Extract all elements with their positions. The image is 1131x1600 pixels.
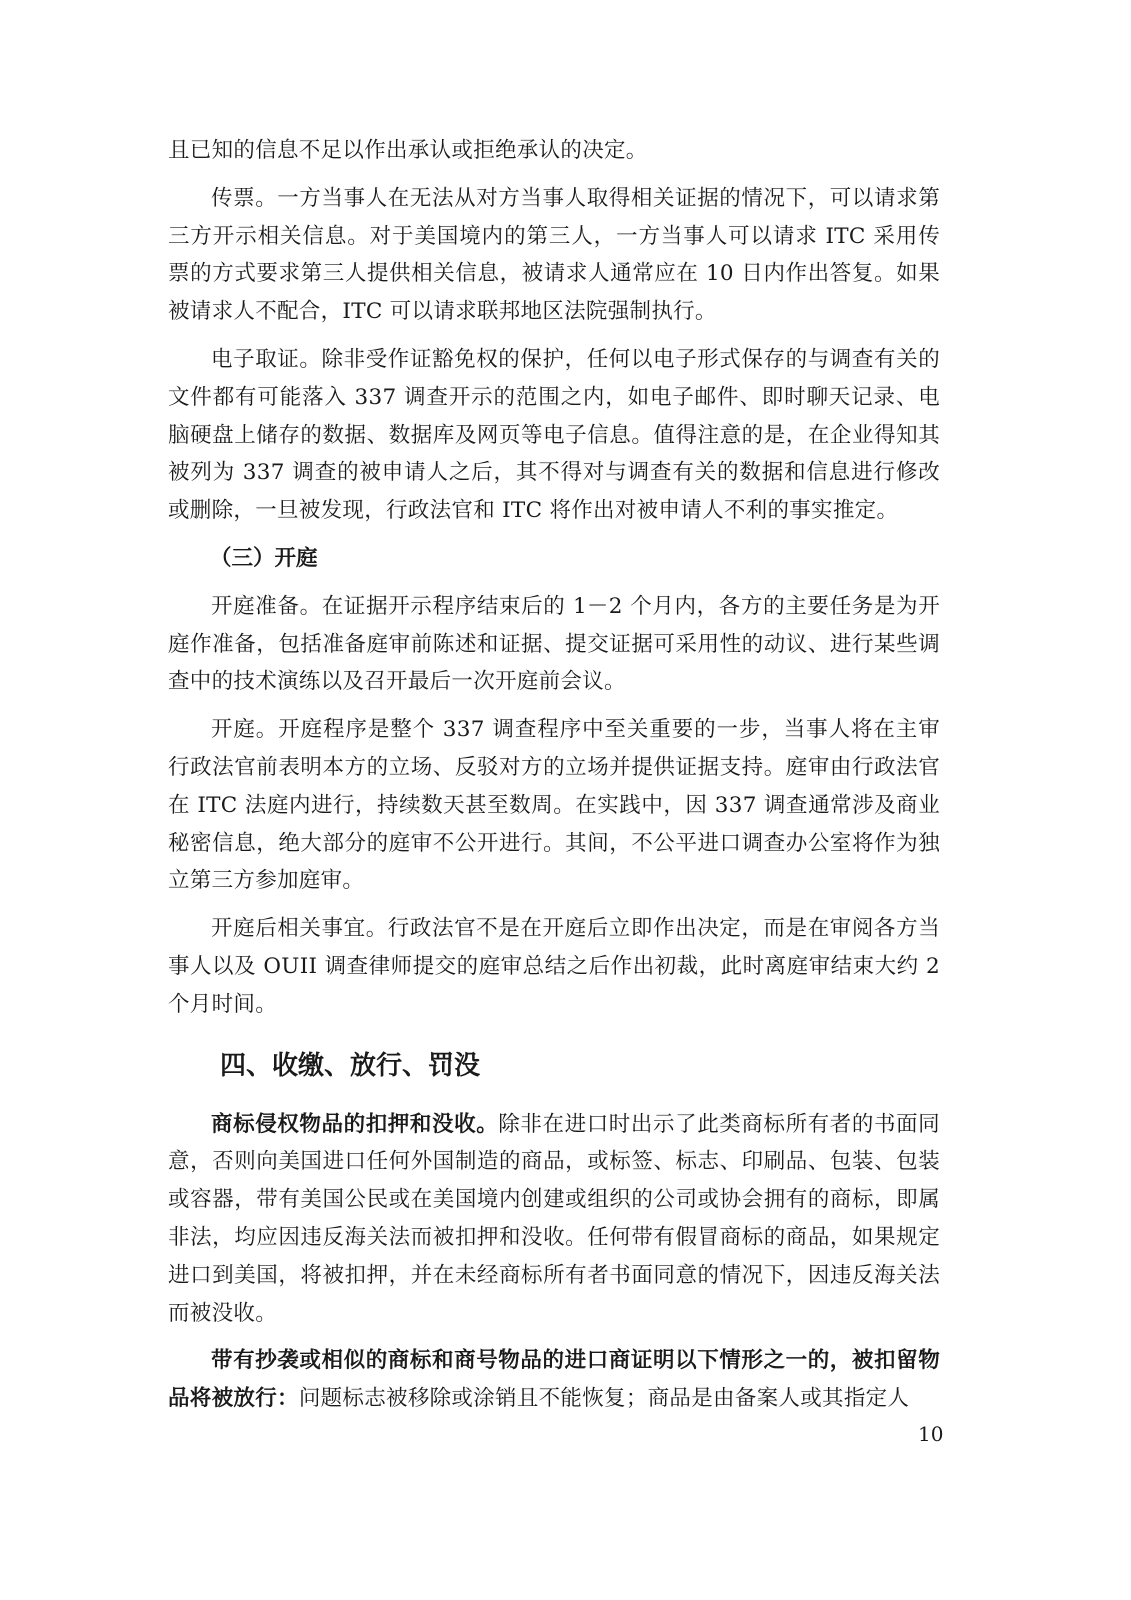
paragraph-post-hearing: 开庭后相关事宜。行政法官不是在开庭后立即作出决定，而是在审阅各方当事人以及 OUII 调查律师提交的庭审总结之后作出初裁，此时离庭审结束大约 2 个月时间。 [168, 916, 940, 1017]
paragraph-release-conditions [168, 1342, 940, 1418]
page-content [168, 132, 940, 1428]
paragraph-hearing-preparation: 开庭准备。在证据开示程序结束后的 1－2 个月内，各方的主要任务是为开庭作准备，包括准备庭审前陈述和证据、提交证据可采用性的动议、进行某些调查中的技术演练以及召开最后一次开庭前会议。 [168, 593, 940, 695]
paragraph-hearing: 开庭。开庭程序是整个 337 调查程序中至关重要的一步，当事人将在主审行政法官前表明本方的立场、反驳对方的立场并提供证据支持。庭审由行政法官在 ITC 法庭内进行，持续数天甚至数周。在实践中，因 337 调查通常涉及商业秘密信息，绝大部分的庭审不公开进行。其间，不公平进口调查办公室将作为独立第三方参加庭审。 [168, 717, 940, 894]
paragraph-electronic-discovery: 电子取证。除非受作证豁免权的保护，任何以电子形式保存的与调查有关的文件都有可能落入 337 调查开示的范围之内，如电子邮件、即时聊天记录、电脑硬盘上储存的数据、数据库及网页等电子信息。值得注意的是，在企业得知其被列为 337 调查的被申请人之后，其不得对与调查有关的数据和信息进行修改或删除，一旦被发现，行政法官和 ITC 将作出对被申请人不利的事实推定。 [168, 346, 940, 524]
page-number: 10 [918, 1422, 944, 1446]
paragraph-subpoena: 传票。一方当事人在无法从对方当事人取得相关证据的情况下，可以请求第三方开示相关信息。对于美国境内的第三人，一方当事人可以请求 ITC 采用传票的方式要求第三人提供相关信息，被请求人通常应在 10 日内作出答复。如果被请求人不配合，ITC 可以请求联邦地区法院强制执行。 [168, 185, 940, 325]
paragraph-trademark-seizure [168, 1106, 940, 1333]
paragraph-lead-bold: 带有抄袭或相似的商标和商号物品的进口商证明以下情形之一的，被扣留物品将被放行： [168, 1348, 940, 1412]
paragraph-lead-bold: 商标侵权物品的扣押和没收。 [211, 1111, 499, 1137]
paragraph-continuation: 且已知的信息不足以作出承认或拒绝承认的决定。 [168, 138, 648, 163]
section-title-seizure-release-forfeiture: 四、收缴、放行、罚没 [220, 1050, 481, 1081]
subheading-hearing: （三）开庭 [210, 545, 318, 571]
paragraph-body: 问题标志被移除或涂销且不能恢复；商品是由备案人或其指定人 [298, 1386, 910, 1412]
paragraph-body: 除非在进口时出示了此类商标所有者的书面同意，否则向美国进口任何外国制造的商品，或标签、标志、印刷品、包装、包装或容器，带有美国公民或在美国境内创建或组织的公司或协会拥有的商标，即属非法，均应因违反海关法而被扣押和没收。任何带有假冒商标的商品，如果规定进口到美国，将被扣押，并在未经商标所有者书面同意的情况下，因违反海关法而被没收。 [168, 1111, 940, 1326]
